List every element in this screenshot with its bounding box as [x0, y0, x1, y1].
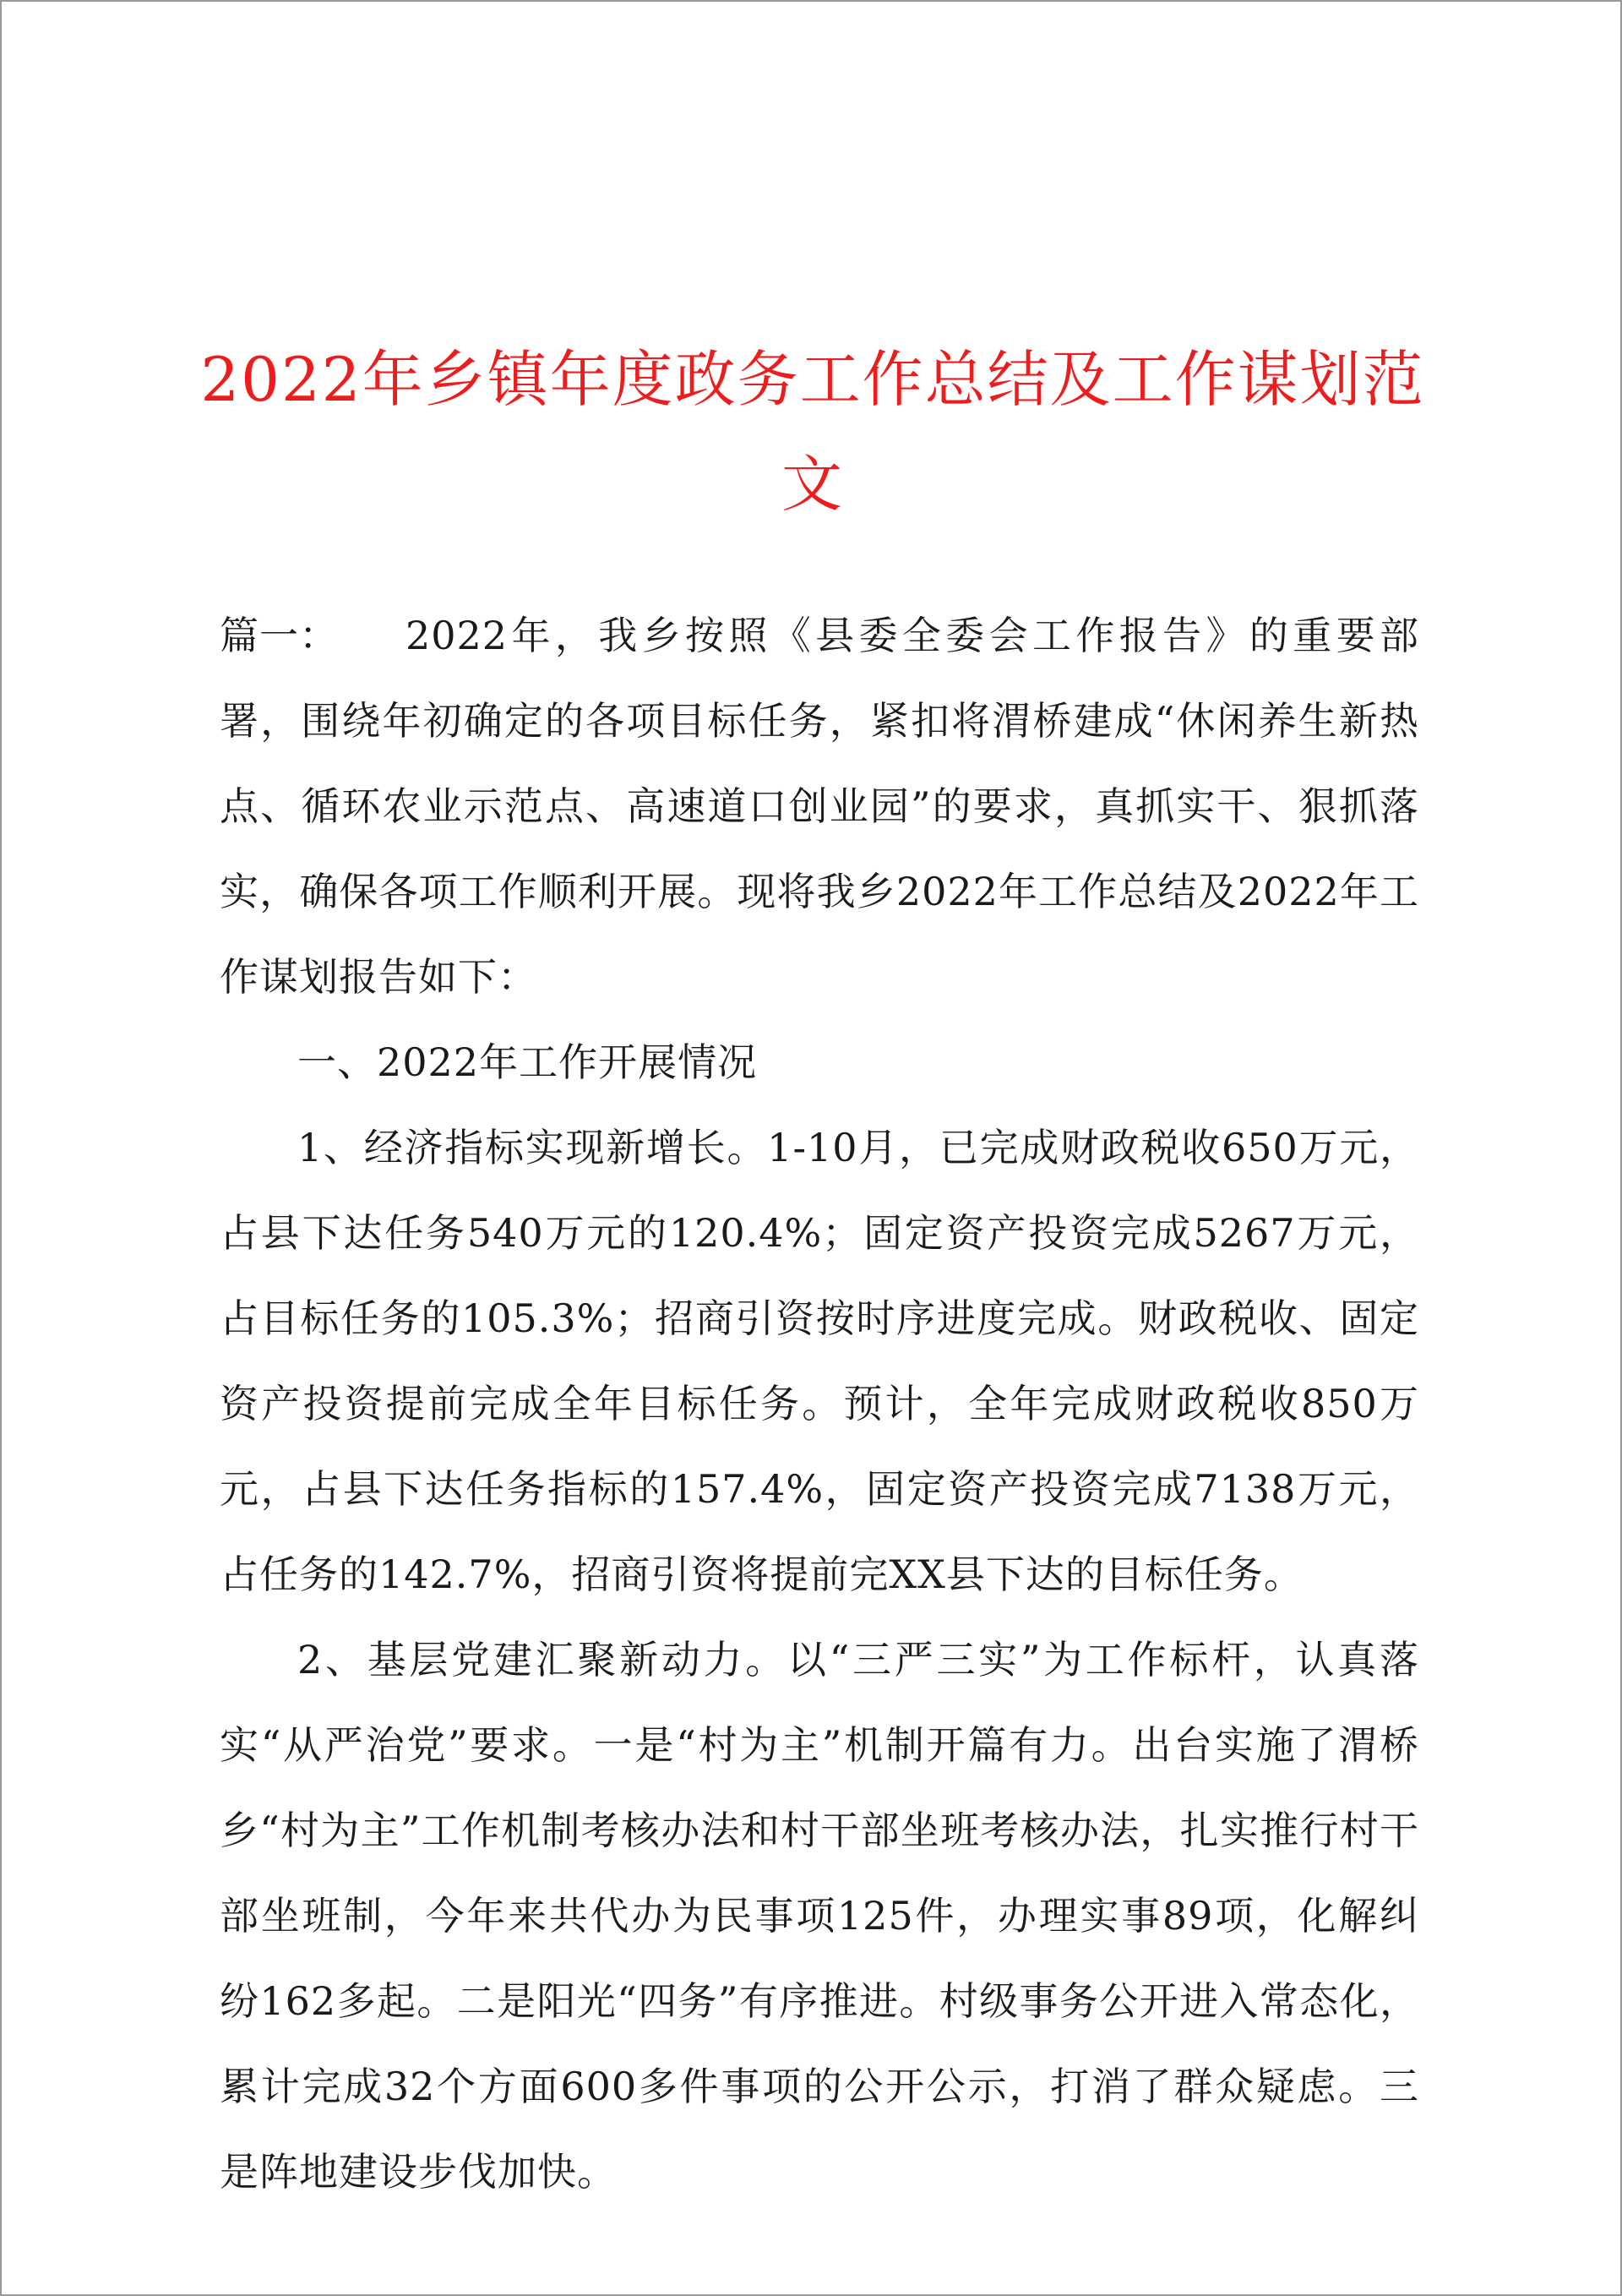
document-body: [220, 593, 1419, 2215]
section-heading: 一、2022年工作开展情况: [297, 1039, 758, 1085]
intro-text: 2022年，我乡按照《县委全委会工作报告》的重要部署，围绕年初确定的各项目标任务，紧扣将渭桥建成“休闲养生新热点、循环农业示范点、高速道口创业园”的要求，真抓实干、狠抓落实，确保各项工作顺利开展。现将我乡2022年工作总结及2022年工作谋划报告如下：: [220, 613, 1419, 1000]
document-title: 2022年乡镇年度政务工作总结及工作谋划范文: [200, 344, 1425, 520]
paragraph-party-building: 2、基层党建汇聚新动力。以“三严三实”为工作标杆，认真落实“从严治党”要求。一是“村为主”机制开篇有力。出台实施了渭桥乡“村为主”工作机制考核办法和村干部坐班考核办法，扎实推行村干部坐班制，今年来共代办为民事项125件，办理实事89项，化解纠纷162多起。二是阳光“四务”有序推进。村级事务公开进入常态化，累计完成32个方面600多件事项的公开公示，打消了群众疑虑。三是阵地建设步伐加快。: [220, 1637, 1419, 2195]
paragraph-economic-indicators: 1、经济指标实现新增长。1-10月，已完成财政税收650万元，占县下达任务540万元的120.4%；固定资产投资完成5267万元，占目标任务的105.3%；招商引资按时序进度完成。财政税收、固定资产投资提前完成全年目标任务。预计，全年完成财政税收850万元，占县下达任务指标的157.4%，固定资产投资完成7138万元，占任务的142.7%，招商引资将提前完XX县下达的目标任务。: [220, 1125, 1419, 1597]
intro-label: 篇一：: [220, 613, 339, 658]
intro-paragraph: [220, 593, 1419, 1020]
